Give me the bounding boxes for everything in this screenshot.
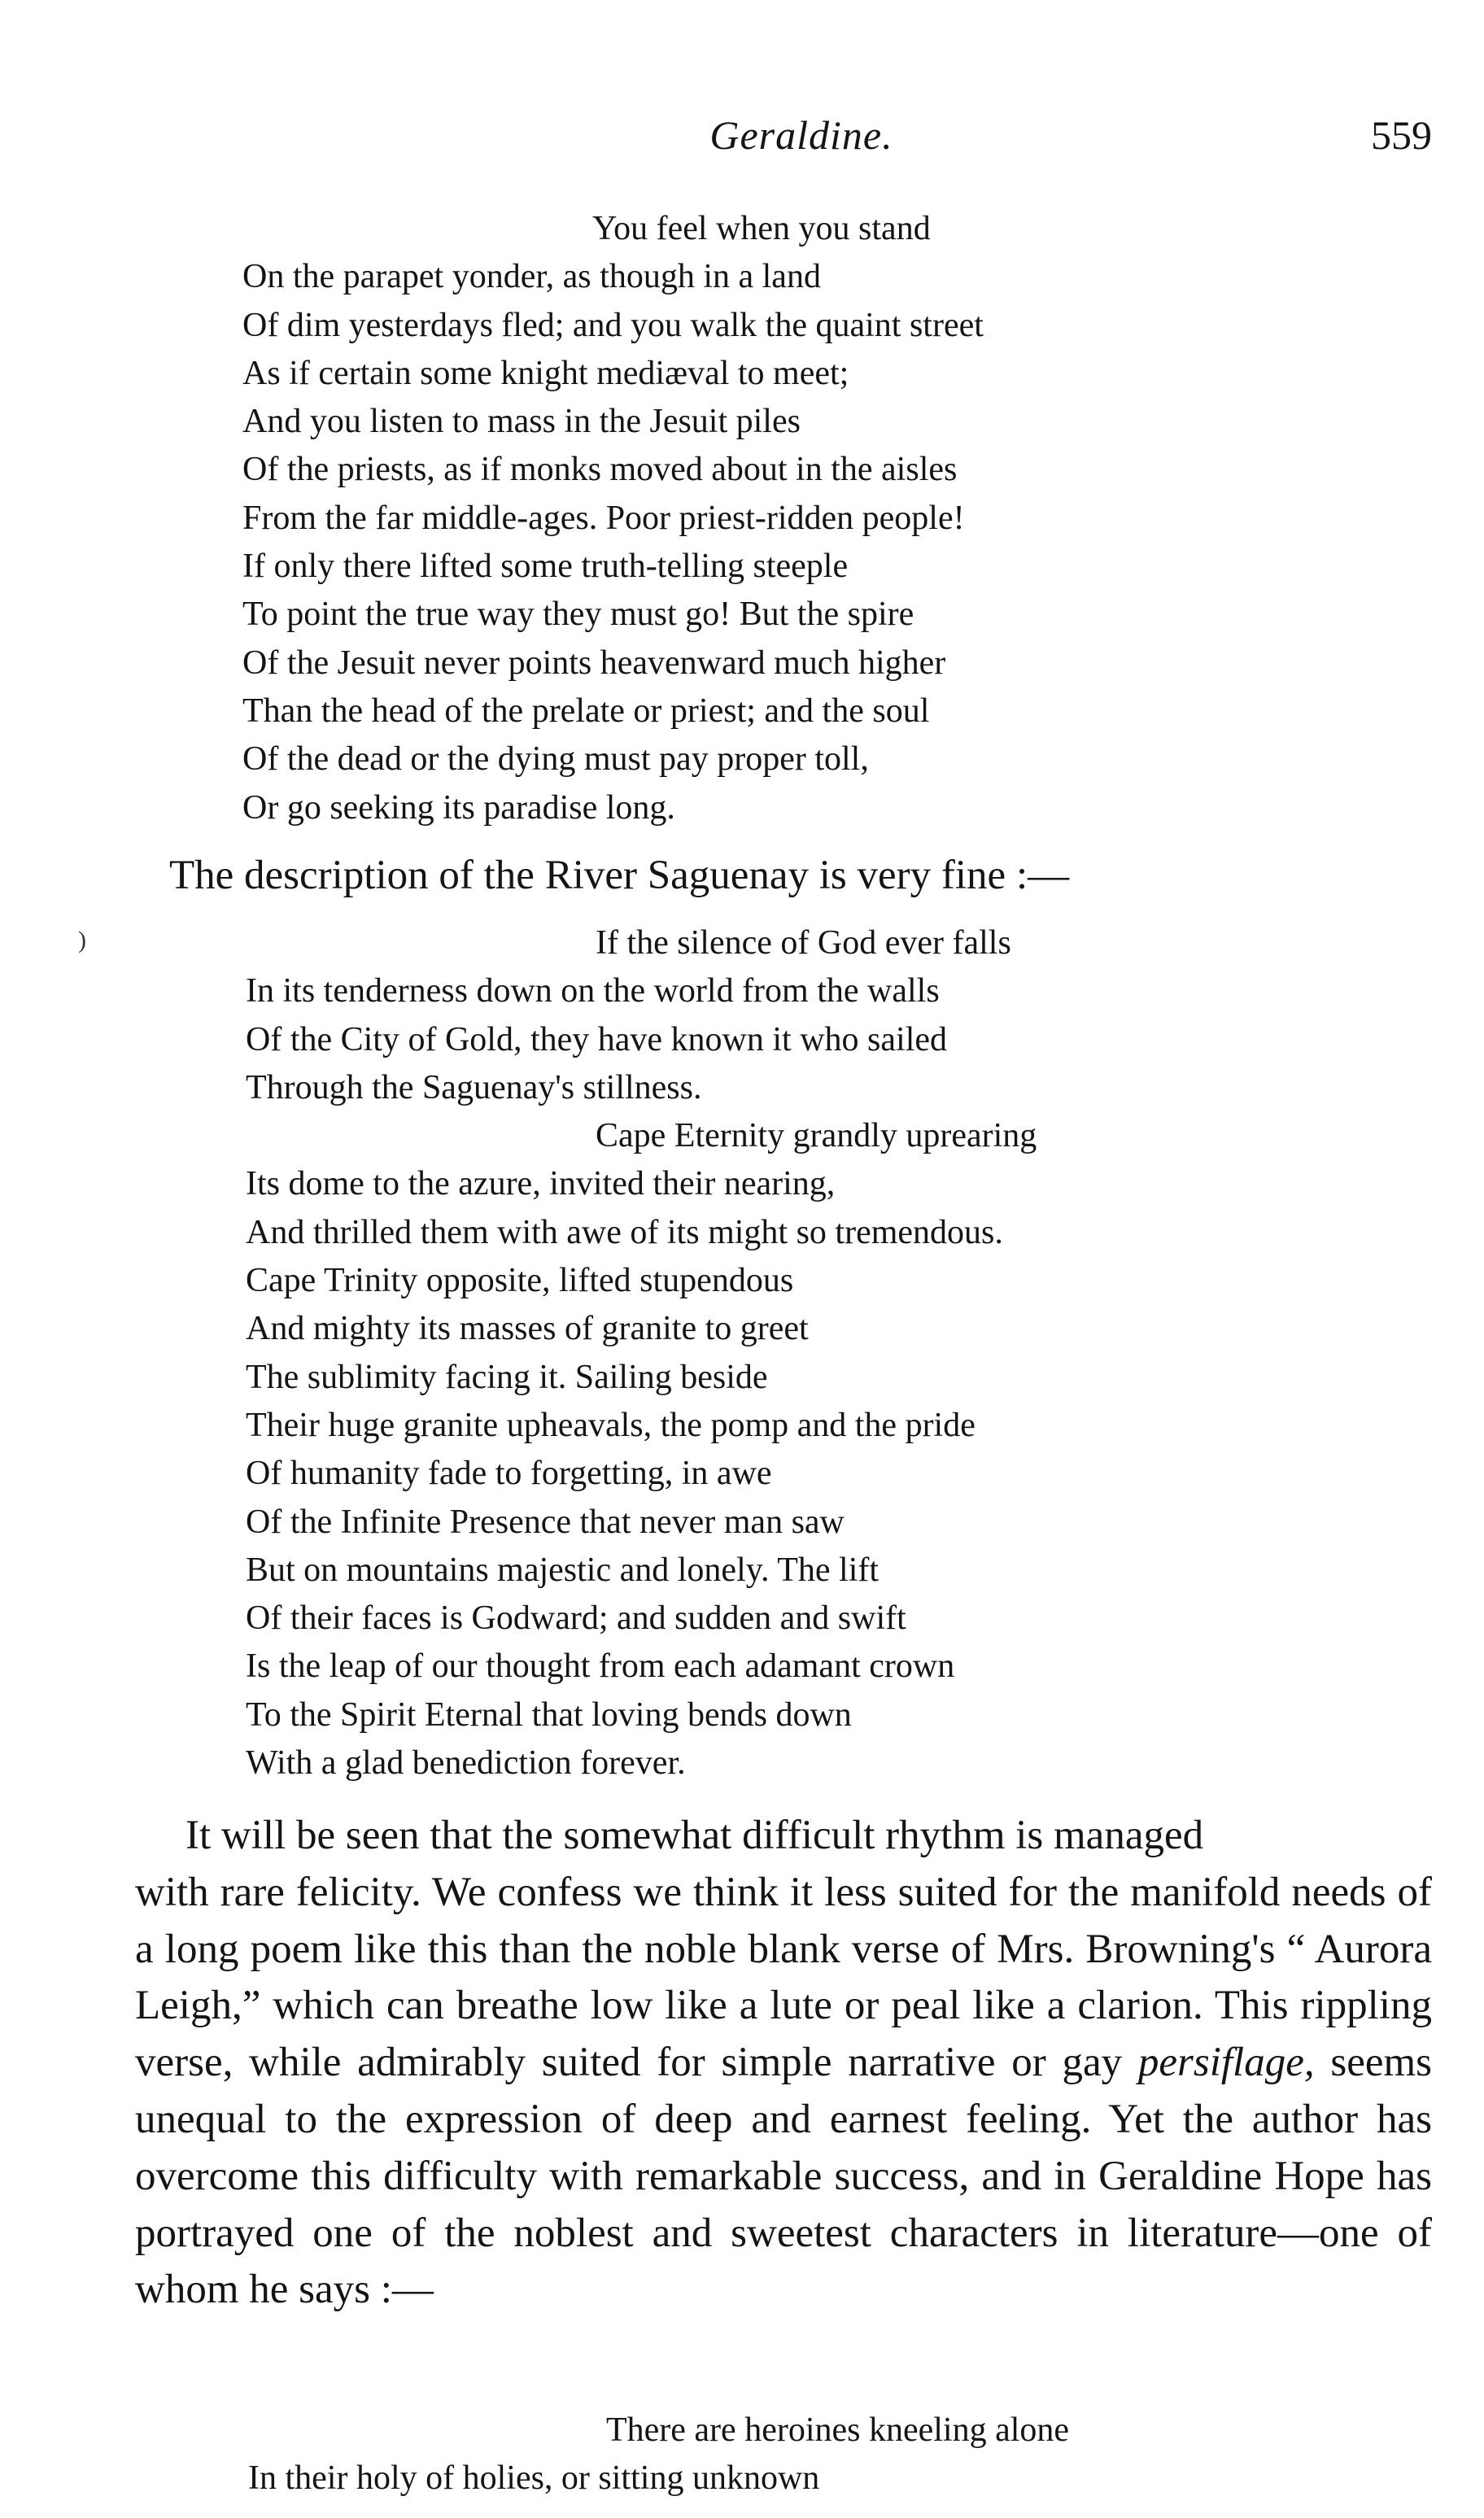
- poem-quote-quebec: [242, 205, 984, 832]
- poem-line: Of dim yesterdays fled; and you walk the quaint street: [242, 306, 984, 344]
- poem-line: Of humanity fade to forgetting, in awe: [246, 1455, 772, 1493]
- poem-line: Than the head of the prelate or priest; and the soul: [242, 692, 930, 730]
- poem-line: On the parapet yonder, as though in a land: [242, 258, 821, 296]
- poem-line: You feel when you stand: [592, 210, 931, 247]
- poem-line: Is the leap of our thought from each adamant crown: [246, 1647, 955, 1686]
- paragraph-first-line: It will be seen that the somewhat difficult rhythm is managed: [186, 1813, 1204, 1858]
- paragraph-text: with rare felicity. We confess we think it less suited for the manifold needs of a long poem like this than the noble blank verse of Mrs. Browning's “ Aurora Leigh,” which can breathe low like a lute or peal like a clarion. This rippling verse, while admirably suited for simple narrative or gay: [135, 1869, 1432, 2086]
- page-number: 559: [1371, 112, 1432, 158]
- margin-mark: ): [78, 927, 86, 954]
- page-header: [171, 111, 1432, 159]
- poem-line: Of the Jesuit never points heavenward much higher: [242, 644, 946, 682]
- poem-line: Cape Eternity grandly uprearing: [596, 1117, 1037, 1155]
- poem-line: Of the dead or the dying must pay proper toll,: [242, 740, 869, 779]
- poem-line: Of their faces is Godward; and sudden and swift: [246, 1599, 906, 1638]
- poem-line: Through the Saguenay's stillness.: [246, 1068, 702, 1106]
- poem-quote-heroines: [248, 2407, 1069, 2503]
- poem-line: With a glad benediction forever.: [246, 1744, 686, 1783]
- poem-line: There are heroines kneeling alone: [606, 2411, 1070, 2449]
- poem-line: In its tenderness down on the world from the walls: [246, 972, 940, 1010]
- poem-line: Or go seeking its paradise long.: [242, 788, 675, 827]
- poem-line: And you listen to mass in the Jesuit piles: [242, 403, 801, 441]
- poem-line: From the far middle-ages. Poor priest-ridden people!: [242, 499, 965, 537]
- running-title: Geraldine.: [709, 112, 893, 158]
- poem-line: To point the true way they must go! But the spire: [242, 596, 914, 634]
- poem-line: Of the priests, as if monks moved about in the aisles: [242, 451, 958, 489]
- poem-line: In their holy of holies, or sitting unknown: [248, 2459, 820, 2498]
- poem-line: Of the City of Gold, they have known it who sailed: [246, 1020, 948, 1058]
- italic-term: persiflage,: [1137, 2040, 1315, 2086]
- poem-line: But on mountains majestic and lonely. The lift: [246, 1551, 879, 1589]
- poem-line: Of the Infinite Presence that never man saw: [246, 1503, 845, 1541]
- poem-line: Their huge granite upheavals, the pomp and the pride: [246, 1406, 976, 1444]
- poem-line: If only there lifted some truth-telling steeple: [242, 548, 849, 586]
- poem-line: The sublimity facing it. Sailing beside: [246, 1358, 768, 1396]
- paragraph-text: seems unequal to the expression of deep and earnest feeling. Yet the author has overcome this difficulty with remarkable success, and in Geraldine Hope has portrayed one of the noblest and sweetest characters in literature—one of whom he says :—: [135, 2040, 1432, 2313]
- poem-line: To the Spirit Eternal that loving bends down: [246, 1695, 852, 1734]
- poem-line: And thrilled them with awe of its might so tremendous.: [246, 1213, 1003, 1251]
- prose-paragraph: The description of the River Saguenay is very fine :—: [169, 853, 1070, 898]
- poem-line: Cape Trinity opposite, lifted stupendous: [246, 1262, 794, 1300]
- poem-line: And mighty its masses of granite to greet: [246, 1310, 809, 1348]
- poem-line: As if certain some knight mediæval to meet;: [242, 354, 849, 392]
- poem-line: If the silence of God ever falls: [596, 924, 1011, 962]
- poem-line: Its dome to the azure, invited their nearing,: [246, 1165, 836, 1203]
- prose-paragraph: [135, 1808, 1432, 2319]
- poem-quote-saguenay: [246, 919, 1037, 1787]
